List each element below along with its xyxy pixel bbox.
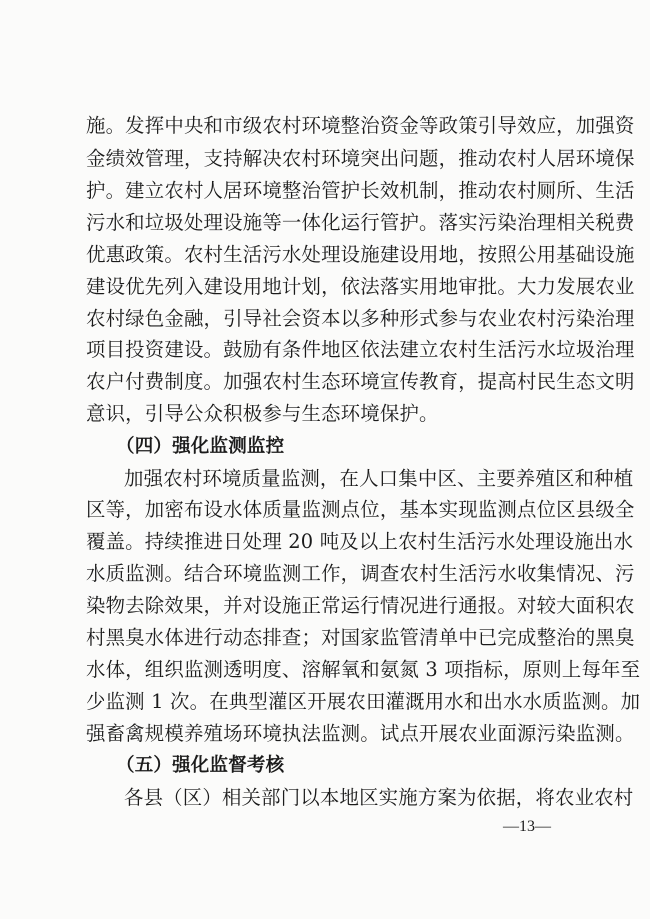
text-line: 施。发挥中央和市级农村环境整治资金等政策引导效应，加强资 bbox=[86, 114, 635, 137]
text-line: 染物去除效果，并对设施正常运行情况进行通报。对较大面积农 bbox=[86, 594, 635, 617]
text-line: 建设优先列入建设用地计划，依法落实用地审批。大力发展农业 bbox=[86, 275, 635, 298]
text-line: 护。建立农村人居环境整治管护长效机制，推动农村厕所、生活 bbox=[86, 179, 635, 202]
text-line: 少监测 1 次。在典型灌区开展农田灌溉用水和出水水质监测。加 bbox=[86, 690, 641, 713]
text-line: 农村绿色金融，引导社会资本以多种形式参与农业农村污染治理 bbox=[86, 307, 635, 330]
text-line: 水体，组织监测透明度、溶解氧和氨氮 3 项指标，原则上每年至 bbox=[86, 658, 641, 681]
text-line: 各县（区）相关部门以本地区实施方案为依据，将农业农村 bbox=[124, 786, 634, 809]
text-line: 优惠政策。农村生活污水处理设施建设用地，按照公用基础设施 bbox=[86, 243, 635, 266]
text-line: 农户付费制度。加强农村生态环境宣传教育，提高村民生态文明 bbox=[86, 370, 635, 393]
text-line: 区等，加密布设水体质量监测点位，基本实现监测点位区县级全 bbox=[86, 498, 635, 521]
text-line: 强畜禽规模养殖场环境执法监测。试点开展农业面源污染监测。 bbox=[86, 722, 635, 745]
text-line: 金绩效管理，支持解决农村环境突出问题，推动农村人居环境保 bbox=[86, 147, 635, 170]
text-line: 水质监测。结合环境监测工作，调查农村生活污水收集情况、污 bbox=[86, 562, 635, 585]
text-line: 项目投资建设。鼓励有条件地区依法建立农村生活污水垃圾治理 bbox=[86, 338, 635, 361]
text-line: 污水和垃圾处理设施等一体化运行管护。落实污染治理相关税费 bbox=[86, 211, 635, 234]
text-line: 意识，引导公众积极参与生态环境保护。 bbox=[86, 402, 439, 425]
text-line: 加强农村环境质量监测，在人口集中区、主要养殖区和种植 bbox=[124, 467, 634, 490]
page-number: —13— bbox=[503, 818, 551, 835]
text-line: 覆盖。持续推进日处理 20 吨及以上农村生活污水处理设施出水 bbox=[86, 530, 634, 553]
section-heading: （五）强化监督考核 bbox=[116, 755, 285, 776]
section-heading: （四）强化监测监控 bbox=[116, 436, 285, 457]
text-line: 村黑臭水体进行动态排查；对国家监管清单中已完成整治的黑臭 bbox=[86, 626, 635, 649]
